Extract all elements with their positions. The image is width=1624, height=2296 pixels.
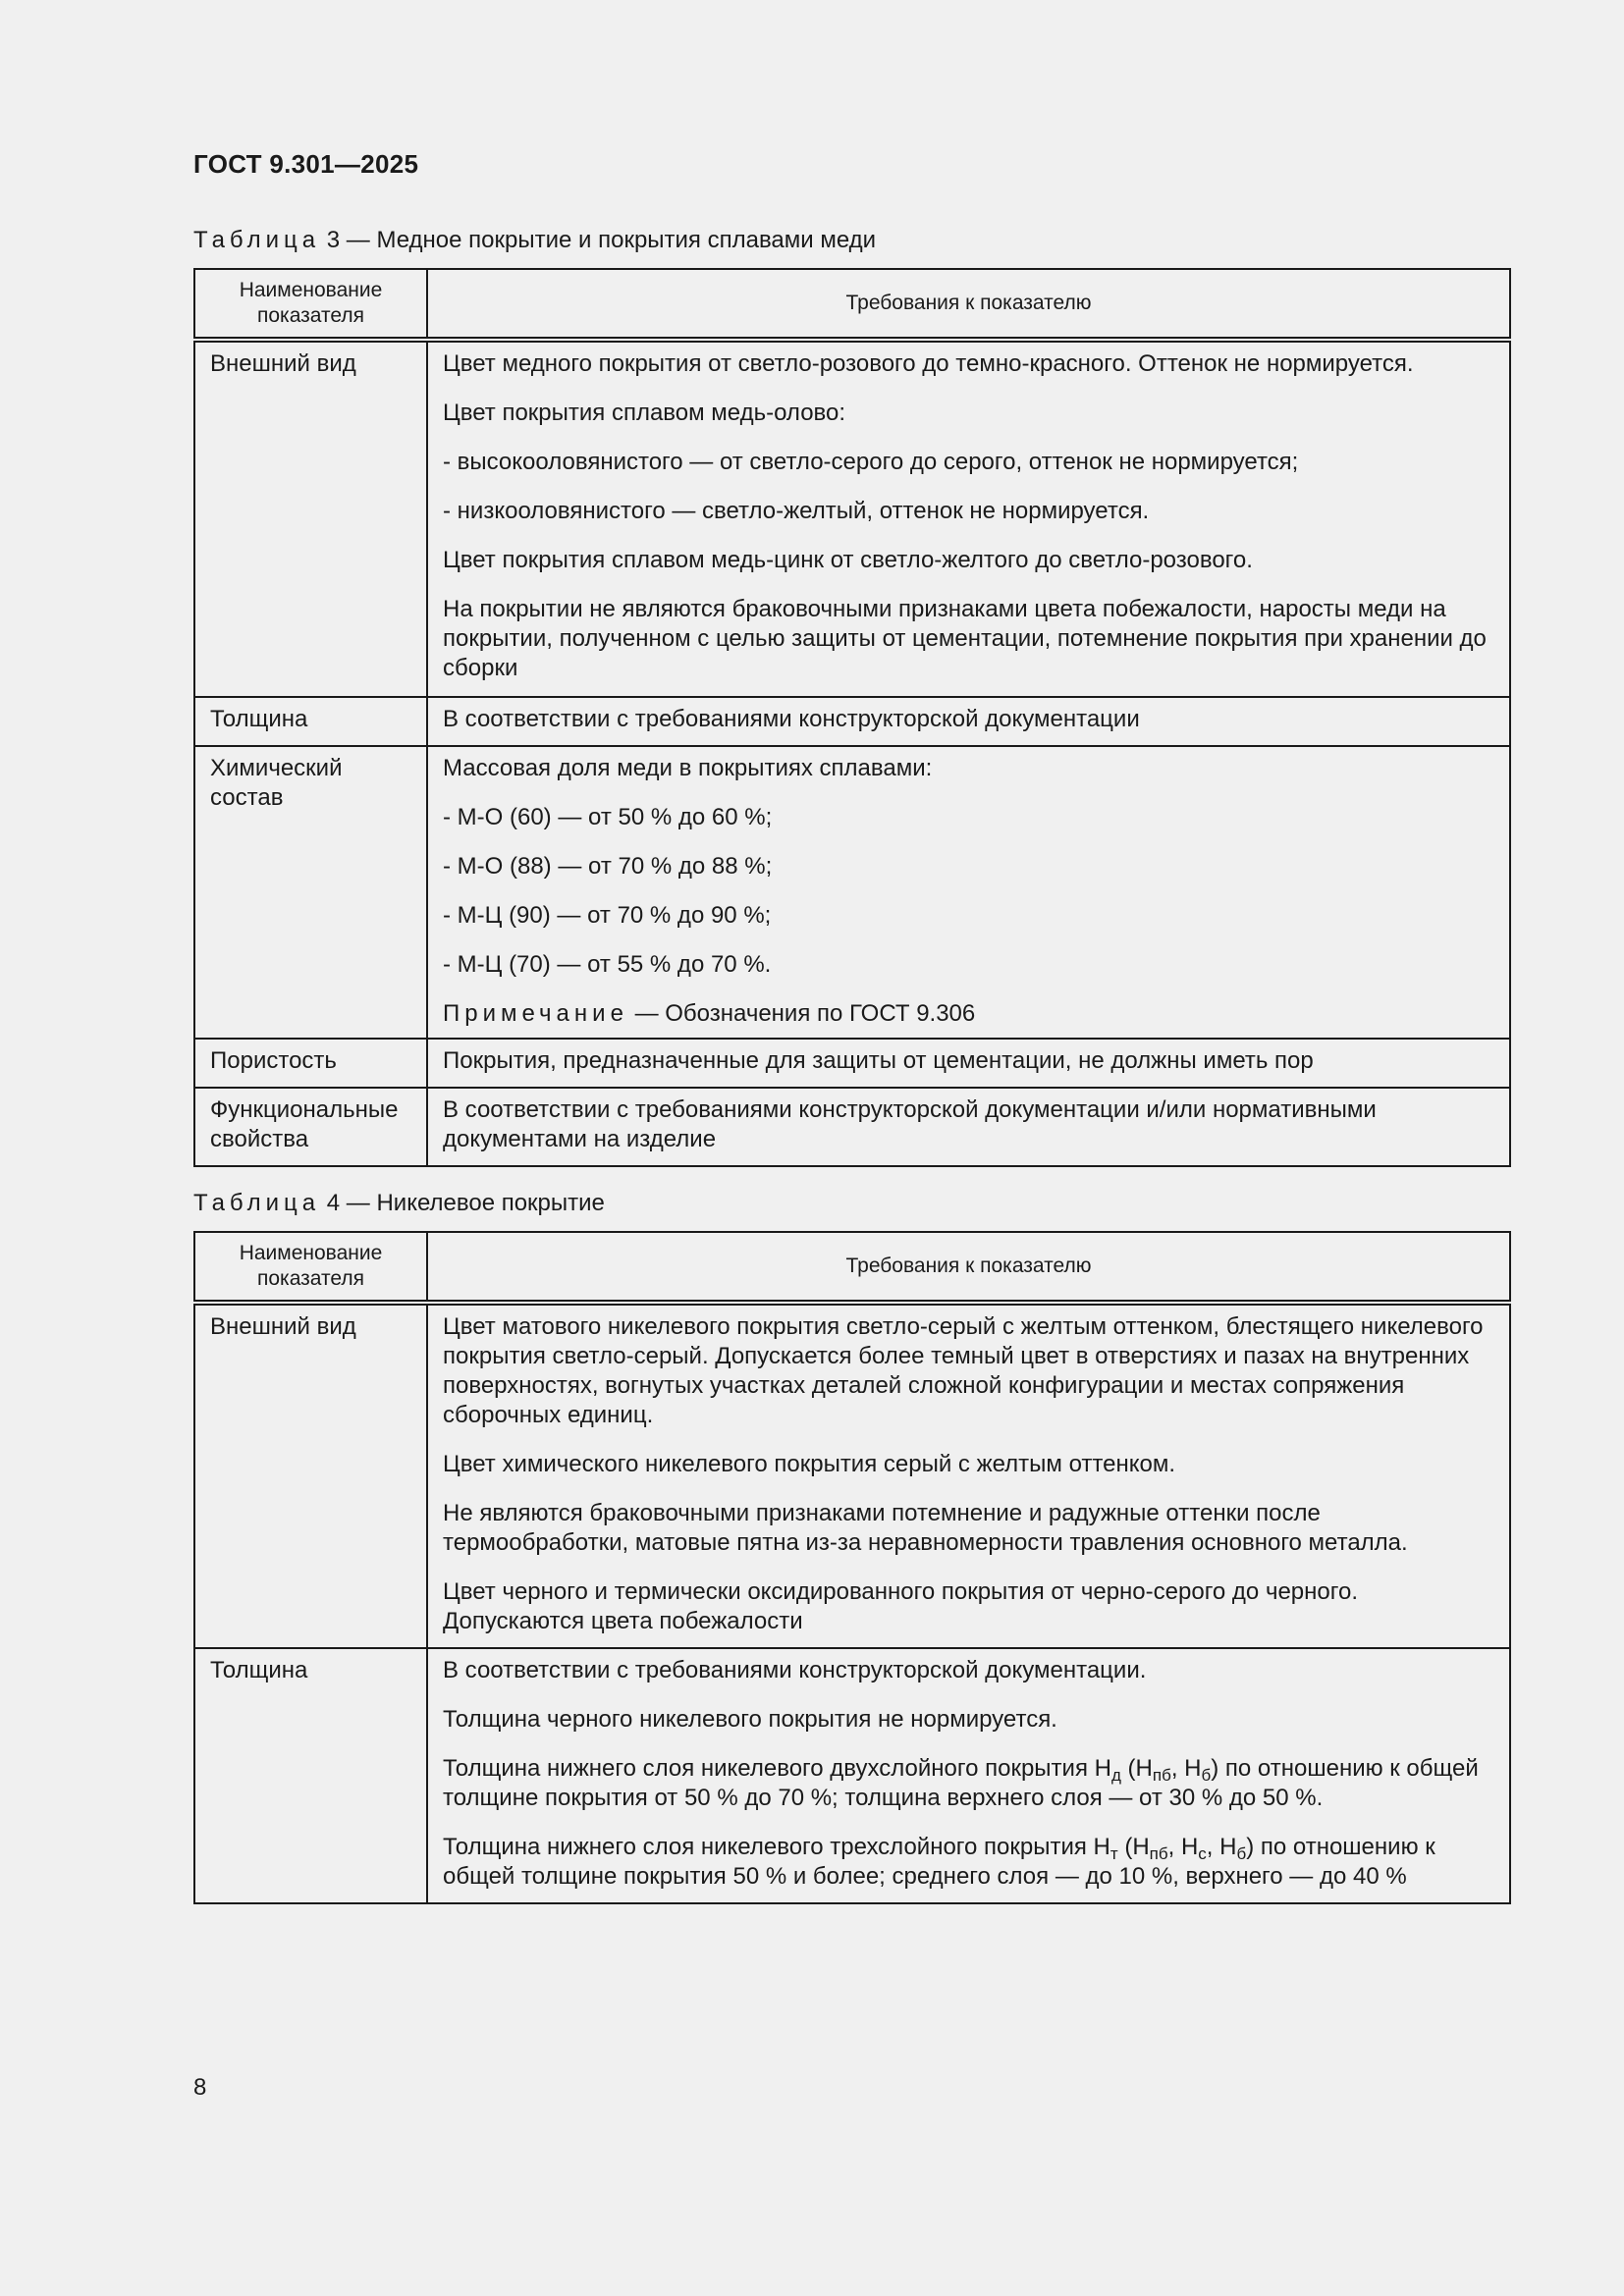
row-name: Химический состав	[194, 746, 427, 1039]
table4-caption-text: 4 — Никелевое покрытие	[320, 1190, 605, 1216]
requirement-paragraph: - высокооловянистого — от светло-серого до серого, оттенок не нормируется;	[443, 449, 1299, 475]
table-row	[194, 697, 1510, 746]
requirement-paragraph: Толщина черного никелевого покрытия не нормируется.	[443, 1706, 1057, 1733]
text-run: (Н	[1120, 1755, 1153, 1782]
row-requirements	[427, 1303, 1510, 1648]
requirement-paragraph: На покрытии не являются браковочными признаками цвета побежалости, наросты меди на покрытии, полученном с целью защиты от цементации, потемнение покрытия при хранении до сборки	[443, 596, 1487, 681]
requirement-paragraph: Цвет покрытия сплавом медь-олово:	[443, 400, 846, 426]
row-name: Толщина	[194, 1648, 427, 1903]
table3-caption-label: Таблица	[193, 227, 321, 253]
table4	[193, 1231, 1511, 1904]
note-text: — Обозначения по ГОСТ 9.306	[627, 1000, 976, 1027]
row-requirements	[427, 1039, 1510, 1088]
table-row	[194, 1088, 1510, 1166]
row-name: Внешний вид	[194, 1303, 427, 1648]
table4-col-name-header: Наименование показателя	[194, 1232, 427, 1303]
text-run: , Н	[1206, 1834, 1237, 1860]
text-run: Толщина нижнего слоя никелевого трехслойного покрытия Н	[443, 1834, 1110, 1860]
requirement-paragraph: В соответствии с требованиями конструкторской документации	[443, 706, 1140, 732]
row-requirements	[427, 340, 1510, 697]
table4-caption-label: Таблица	[193, 1190, 321, 1216]
requirement-paragraph: Цвет черного и термически оксидированного покрытия от черно-серого до черного. Допускаются цвета побежалости	[443, 1578, 1358, 1634]
requirement-paragraph: Цвет покрытия сплавом медь-цинк от светло-желтого до светло-розового.	[443, 547, 1253, 573]
table-row	[194, 746, 1510, 1039]
requirement-paragraph: Массовая доля меди в покрытиях сплавами:	[443, 755, 933, 781]
table4-col-req-header: Требования к показателю	[427, 1232, 1510, 1303]
row-requirements	[427, 746, 1510, 1039]
requirement-paragraph: - М-О (88) — от 70 % до 88 %;	[443, 853, 773, 880]
text-run: , Н	[1167, 1834, 1199, 1860]
requirement-paragraph: В соответствии с требованиями конструкторской документации.	[443, 1657, 1147, 1683]
row-requirements	[427, 1088, 1510, 1166]
row-name: Функциональные свойства	[194, 1088, 427, 1166]
page-number: 8	[193, 2074, 207, 2101]
row-requirements	[427, 697, 1510, 746]
table3	[193, 268, 1511, 1167]
table3-col-name-header: Наименование показателя	[194, 269, 427, 340]
requirement-paragraph: Не являются браковочными признаками потемнение и радужные оттенки после термообработки, матовые пятна из-за неравномерности травления основного металла.	[443, 1500, 1408, 1556]
requirement-paragraph: Цвет матового никелевого покрытия светло-серый с желтым оттенком, блестящего никелевого покрытия светло-серый. Допускается более темный цвет в отверстиях и пазах на внутренних поверхностях, вогнутых участках деталей сложной конфигурации и местах сопряжения сборочных единиц.	[443, 1313, 1484, 1428]
table-row	[194, 1303, 1510, 1648]
table3-col-req-header: Требования к показателю	[427, 269, 1510, 340]
requirement-paragraph: Покрытия, предназначенные для защиты от цементации, не должны иметь пор	[443, 1047, 1314, 1074]
text-run: Толщина нижнего слоя никелевого двухслойного покрытия Н	[443, 1755, 1111, 1782]
table-row	[194, 1039, 1510, 1088]
note-label: Примечание	[443, 1000, 628, 1027]
subscript: пб	[1149, 1844, 1168, 1863]
table3-header-row	[194, 269, 1510, 340]
subscript: б	[1201, 1766, 1212, 1785]
requirement-paragraph: - М-Ц (90) — от 70 % до 90 %;	[443, 902, 772, 929]
row-name: Пористость	[194, 1039, 427, 1088]
table4-caption	[193, 1190, 605, 1217]
subscript: т	[1110, 1844, 1118, 1863]
subscript: д	[1110, 1766, 1121, 1785]
text-run: (Н	[1117, 1834, 1150, 1860]
row-requirements	[427, 1648, 1510, 1903]
table-row	[194, 1648, 1510, 1903]
note-paragraph	[443, 999, 1495, 1029]
row-name: Толщина	[194, 697, 427, 746]
subscript: пб	[1152, 1766, 1171, 1785]
table3-caption-text: 3 — Медное покрытие и покрытия сплавами меди	[320, 227, 877, 253]
text-run: ) по отношению к общей толщине покрытия от 50 % до 70 %; толщина верхнего слоя — от 30 % до 50 %.	[443, 1755, 1479, 1811]
text-run: , Н	[1170, 1755, 1202, 1782]
text-run: ) по отношению к общей толщине покрытия 50 % и более; среднего слоя — до 10 %, верхнего — до 40 %	[443, 1834, 1435, 1890]
subscript: б	[1236, 1844, 1247, 1863]
document-id: ГОСТ 9.301—2025	[193, 149, 419, 179]
table4-header-row	[194, 1232, 1510, 1303]
requirement-paragraph: - М-Ц (70) — от 55 % до 70 %.	[443, 951, 772, 978]
requirement-paragraph: Цвет химического никелевого покрытия серый с желтым оттенком.	[443, 1451, 1176, 1477]
requirement-paragraph: Цвет медного покрытия от светло-розового до темно-красного. Оттенок не нормируется.	[443, 350, 1414, 377]
requirement-paragraph: - М-О (60) — от 50 % до 60 %;	[443, 804, 773, 830]
table-row	[194, 340, 1510, 697]
requirement-paragraph: В соответствии с требованиями конструкторской документации и/или нормативными документами на изделие	[443, 1096, 1377, 1152]
table3-caption	[193, 227, 876, 254]
requirement-paragraph	[443, 1833, 1495, 1892]
requirement-paragraph: - низкооловянистого — светло-желтый, оттенок не нормируется.	[443, 498, 1150, 524]
row-name: Внешний вид	[194, 340, 427, 697]
requirement-paragraph	[443, 1754, 1495, 1813]
subscript: с	[1198, 1844, 1207, 1863]
